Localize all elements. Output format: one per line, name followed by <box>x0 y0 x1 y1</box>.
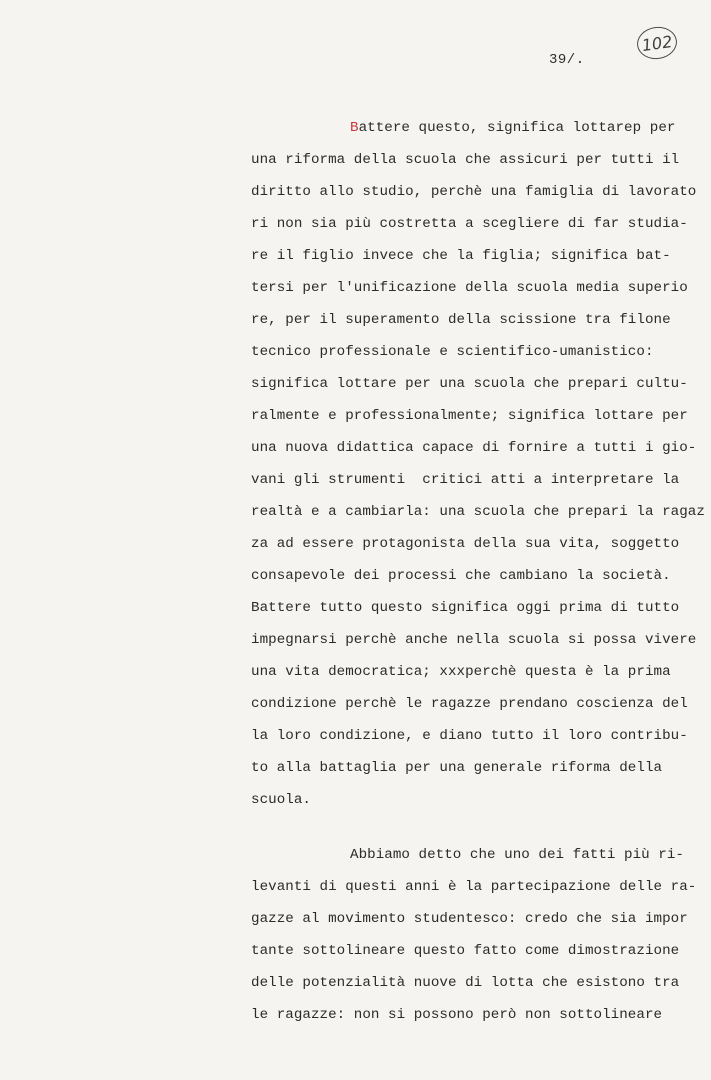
paragraph-1-first-line <box>350 121 675 135</box>
text-line: consapevole dei processi che cambiano la società. <box>251 568 671 584</box>
text-line: una riforma della scuola che assicuri per tutti il <box>251 152 680 168</box>
page-number: 39/. <box>549 52 585 68</box>
text-line: ralmente e professionalmente; significa lottare per <box>251 408 688 424</box>
text-line: delle potenzialità nuove di lotta che esistono tra <box>251 975 680 991</box>
archive-stamp: 102 <box>635 24 679 61</box>
text-line: Battere tutto questo significa oggi prima di tutto <box>251 600 680 616</box>
text-line: significa lottare per una scuola che prepari cultu- <box>251 376 688 392</box>
text-line: re, per il superamento della scissione tra filone <box>251 312 671 328</box>
text-line: za ad essere protagonista della sua vita, soggetto <box>251 536 680 552</box>
text-line: tante sottolineare questo fatto come dimostrazione <box>251 943 680 959</box>
first-line-text: attere questo, significa lottarep per <box>358 120 676 136</box>
text-line: la loro condizione, e diano tutto il loro contribu- <box>251 728 688 744</box>
text-line: una nuova didattica capace di fornire a tutti i gio- <box>251 440 697 456</box>
text-line: diritto allo studio, perchè una famiglia di lavorato <box>251 184 697 200</box>
text-line: tersi per l'unificazione della scuola media superio <box>251 280 688 296</box>
text-line: una vita democratica; xxxperchè questa è la prima <box>251 664 671 680</box>
paragraph-2-first-line: Abbiamo detto che uno dei fatti più ri- <box>350 847 684 863</box>
text-line: levanti di questi anni è la partecipazione delle ra- <box>251 879 697 895</box>
text-line: scuola. <box>251 792 311 808</box>
text-line: condizione perchè le ragazze prendano coscienza del <box>251 696 688 712</box>
text-line: impegnarsi perchè anche nella scuola si possa vivere <box>251 632 697 648</box>
text-line: realtà e a cambiarla: una scuola che prepari la ragaz <box>251 504 705 520</box>
text-line: to alla battaglia per una generale riforma della <box>251 760 663 776</box>
text-line: ri non sia più costretta a scegliere di far studia- <box>251 216 688 232</box>
text-line: re il figlio invece che la figlia; significa bat- <box>251 248 671 264</box>
drop-letter: B <box>350 120 359 136</box>
text-line: vani gli strumenti critici atti a interpretare la <box>251 472 680 488</box>
text-line: gazze al movimento studentesco: credo che sia impor <box>251 911 688 927</box>
text-line: le ragazze: non si possono però non sottolineare <box>251 1007 663 1023</box>
text-line: tecnico professionale e scientifico-umanistico: <box>251 344 654 360</box>
